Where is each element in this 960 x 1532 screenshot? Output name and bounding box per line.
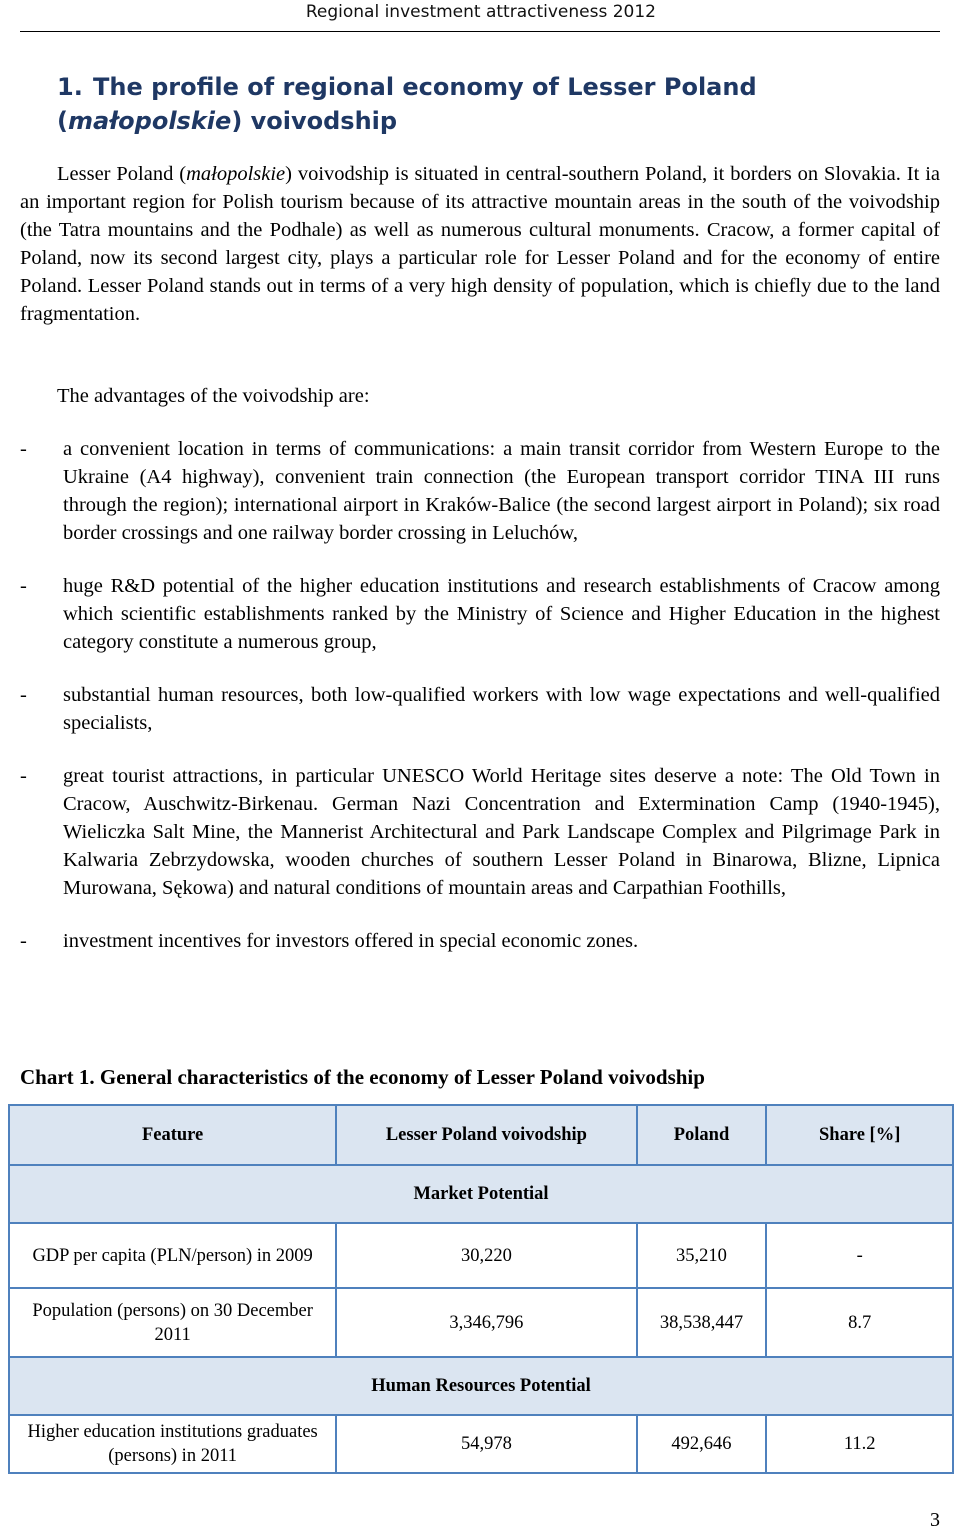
list-item [20,762,940,902]
intro-italic: małopolskie [186,163,286,185]
list-item [20,435,940,547]
list-dash: - [20,438,27,460]
section-heading [57,70,947,138]
list-item-text: investment incentives for investors offered in special economic zones. [63,930,639,952]
section-title-part1: The profile of regional economy of Lesser Poland ( [57,73,757,135]
poland-value-cell: 492,646 [637,1415,767,1473]
group-label-human-resources: Human Resources Potential [9,1357,953,1415]
economy-table [8,1104,954,1474]
table-group-row [9,1357,953,1415]
page-number: 3 [930,1509,940,1531]
table-group-row [9,1165,953,1223]
advantages-lead: The advantages of the voivodship are: [57,385,370,407]
intro-part1: Lesser Poland ( [57,163,187,185]
share-value-cell: 8.7 [766,1288,953,1357]
list-dash: - [20,930,27,952]
header-divider [20,31,940,32]
feature-cell: GDP per capita (PLN/person) in 2009 [9,1223,336,1288]
column-header-region: Lesser Poland voivodship [336,1105,636,1165]
list-dash: - [20,575,27,597]
table-header-row [9,1105,953,1165]
list-item-text: substantial human resources, both low-qualified workers with low wage expectations and well-qualified specialists, [63,684,940,734]
share-value-cell: 11.2 [766,1415,953,1473]
intro-part2: ) voivodship is situated in central-southern Poland, it borders on Slovakia. It ia an important region for Polish tourism because of its attractive mountain areas in the south of the voivodship (the Tatra mountains and the Podhale) as well as numerous cultural monuments. Cracow, a former capital of Poland, now its second largest city, plays a particular role for Lesser Poland and for the economy of entire Poland. Lesser Poland stands out in terms of a very high density of population, which is chiefly due to the land fragmentation. [20,163,940,325]
section-title-italic: małopolskie [67,107,232,135]
region-value-cell: 30,220 [336,1223,636,1288]
poland-value-cell: 35,210 [637,1223,767,1288]
column-header-share: Share [%] [766,1105,953,1165]
region-value-cell: 3,346,796 [336,1288,636,1357]
list-item-text: great tourist attractions, in particular UNESCO World Heritage sites deserve a note: The Old Town in Cracow, Auschwitz-Birkenau. German Nazi Concentration and Extermination Camp (1940-1945), Wieliczka Salt Mine, the Mannerist Architectural and Park Landscape Complex and Pilgrimage Park in Kalwaria Zebrzydowska, wooden churches of southern Lesser Poland in Binarowa, Blizne, Lipnica Murowana, Sękowa) and natural conditions of mountain areas and Carpathian Foothills, [63,765,940,899]
share-value-cell: - [766,1223,953,1288]
group-label-market-potential: Market Potential [9,1165,953,1223]
advantages-list [20,435,940,980]
feature-cell: Population (persons) on 30 December 2011 [9,1288,336,1357]
list-item [20,681,940,737]
table-row [9,1415,953,1473]
section-number: 1. [57,73,83,101]
column-header-feature: Feature [9,1105,336,1165]
chart-title: Chart 1. General characteristics of the economy of Lesser Poland voivodship [20,1065,705,1089]
column-header-poland: Poland [637,1105,767,1165]
section-title-part2: ) voivodship [231,107,398,135]
table-row [9,1223,953,1288]
running-header: Regional investment attractiveness 2012 [305,2,656,22]
list-item-text: huge R&D potential of the higher education institutions and research establishments of Cracow among which scientific establishments ranked by the Ministry of Science and Higher Education in the highest category constitute a numerous group, [63,575,940,653]
list-item [20,572,940,656]
feature-cell: Higher education institutions graduates (persons) in 2011 [9,1415,336,1473]
list-item-text: a convenient location in terms of communications: a main transit corridor from Western Europe to the Ukraine (A4 highway), convenient train connection (the European transport corridor TINA III runs through the region); international airport in Kraków-Balice (the second largest airport in Poland); six road border crossings and one railway border crossing in Leluchów, [63,438,940,544]
list-item [20,927,940,955]
region-value-cell: 54,978 [336,1415,636,1473]
list-dash: - [20,765,27,787]
intro-paragraph [20,160,940,328]
poland-value-cell: 38,538,447 [637,1288,767,1357]
list-dash: - [20,684,27,706]
table-row [9,1288,953,1357]
